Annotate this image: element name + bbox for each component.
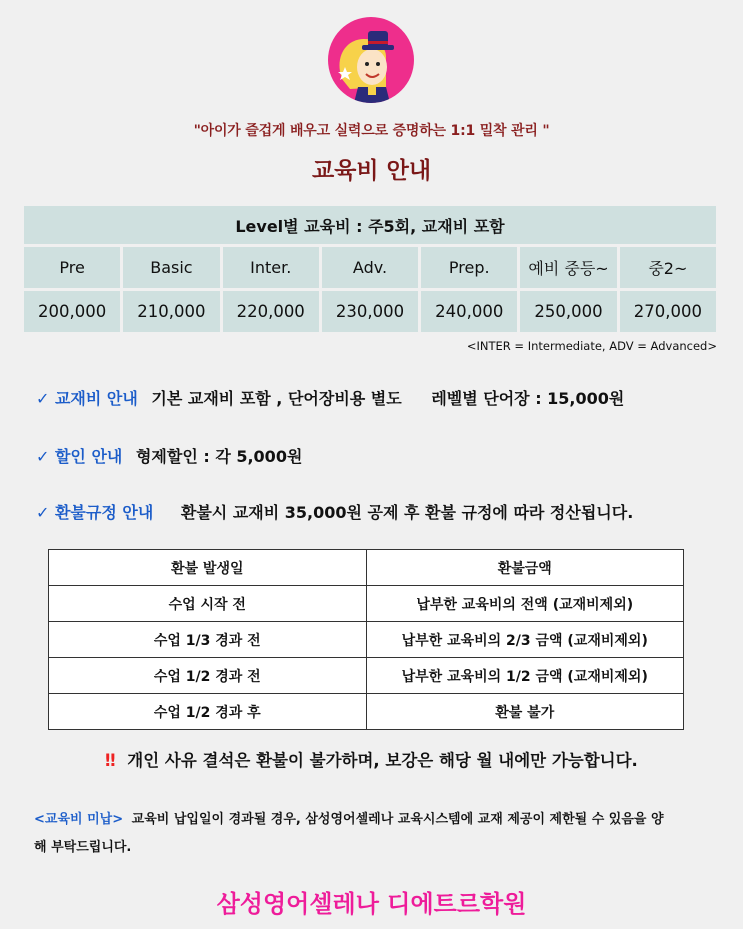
refund-table-header: 환불 발생일	[49, 550, 367, 586]
refund-table-header: 환불금액	[366, 550, 684, 586]
level-cell: Pre	[23, 246, 122, 290]
refund-timing-cell: 수업 1/2 경과 후	[49, 694, 367, 730]
price-cell: 250,000	[519, 290, 618, 334]
unpaid-notice-text: 교육비 납입일이 경과될 경우, 삼성영어셀레나 교육시스템에 교재 제공이 제한될 수 있음을 양해 부탁드립니다.	[34, 812, 664, 855]
refund-info-key: ✓ 환불규정 안내	[36, 503, 154, 522]
price-cell: 240,000	[420, 290, 519, 334]
level-cell: Basic	[122, 246, 221, 290]
double-exclamation-icon: ‼	[105, 751, 116, 770]
refund-amount-cell: 납부한 교육비의 1/2 금액 (교재비제외)	[366, 658, 684, 694]
mascot-illustration	[328, 17, 414, 103]
fee-table	[21, 203, 719, 335]
refund-table	[48, 549, 684, 730]
refund-timing-cell: 수업 1/2 경과 전	[49, 658, 367, 694]
absence-warning	[0, 747, 743, 771]
textbook-info	[36, 386, 624, 409]
refund-amount-cell: 납부한 교육비의 전액 (교재비제외)	[366, 586, 684, 622]
table-row	[49, 586, 684, 622]
discount-info-key: ✓ 할인 안내	[36, 447, 123, 466]
level-cell: Inter.	[221, 246, 320, 290]
refund-timing-cell: 수업 1/3 경과 전	[49, 622, 367, 658]
level-cell: Adv.	[320, 246, 419, 290]
page-title: 교육비 안내	[311, 158, 432, 184]
absence-warning-text: 개인 사유 결석은 환불이 불가하며, 보강은 해당 월 내에만 가능합니다.	[127, 751, 638, 770]
price-cell: 230,000	[320, 290, 419, 334]
price-cell: 200,000	[23, 290, 122, 334]
refund-info	[36, 500, 633, 523]
table-row	[49, 622, 684, 658]
refund-info-value: 환불시 교재비 35,000원 공제 후 환불 규정에 따라 정산됩니다.	[180, 503, 634, 522]
textbook-info-value: 기본 교재비 포함 , 단어장비용 별도	[151, 389, 402, 408]
unpaid-notice	[34, 806, 674, 862]
price-cell: 270,000	[618, 290, 717, 334]
refund-amount-cell: 납부한 교육비의 2/3 금액 (교재비제외)	[366, 622, 684, 658]
mascot-logo	[328, 17, 414, 103]
level-cell: 예비 중등~	[519, 246, 618, 290]
level-cell: 중2~	[618, 246, 717, 290]
fee-table-header: Level별 교육비 : 주5회, 교재비 포함	[23, 205, 718, 246]
academy-name: 삼성영어셀레나 디에트르학원	[216, 890, 527, 918]
price-cell: 210,000	[122, 290, 221, 334]
discount-info-value: 형제할인 : 각 5,000원	[135, 447, 303, 466]
refund-timing-cell: 수업 시작 전	[49, 586, 367, 622]
level-abbreviation-note: <INTER = Intermediate, ADV = Advanced>	[466, 339, 717, 353]
table-row	[49, 694, 684, 730]
refund-amount-cell: 환불 불가	[366, 694, 684, 730]
wordbook-price: 레벨별 단어장 : 15,000원	[431, 389, 625, 408]
discount-info	[36, 444, 302, 467]
slogan: "아이가 즐겁게 배우고 실력으로 증명하는 1:1 밀착 관리 "	[193, 123, 550, 139]
textbook-info-key: ✓ 교재비 안내	[36, 389, 138, 408]
table-row	[49, 658, 684, 694]
level-cell: Prep.	[420, 246, 519, 290]
price-cell: 220,000	[221, 290, 320, 334]
unpaid-notice-tag: <교육비 미납>	[34, 812, 124, 827]
